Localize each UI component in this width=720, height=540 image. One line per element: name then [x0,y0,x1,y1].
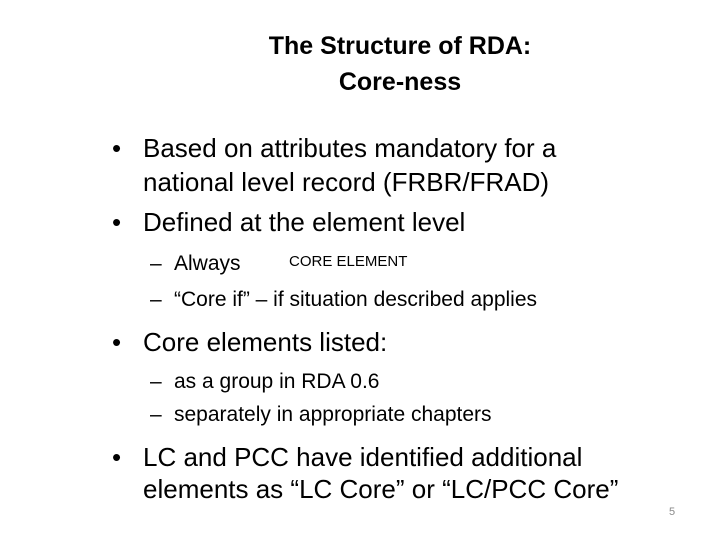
bullet-text: elements as “LC Core” or “LC/PCC Core” [143,474,619,504]
bullet-marker: • [112,442,122,472]
bullet-text: Defined at the element level [143,207,466,237]
bullet-text: Based on attributes mandatory for a [143,133,557,163]
sub-bullet-marker: – [150,288,162,311]
core-element-label: CORE ELEMENT [289,253,408,270]
sub-bullet-text: Always [174,252,241,275]
bullet-marker: • [112,207,122,237]
sub-bullet-text: “Core if” – if situation described applies [174,288,538,311]
title-line-2: Core-ness [338,68,462,96]
sub-bullet-text: separately in appropriate chapters [174,403,492,426]
sub-bullet-always [150,250,241,278]
bullet-marker: • [112,327,122,357]
bullet-text: national level record (FRBR/FRAD) [143,167,550,197]
sub-bullet-core-if [150,286,537,314]
sub-bullet-marker: – [150,370,162,393]
sub-bullet-text: as a group in RDA 0.6 [174,370,380,393]
bullet-text: LC and PCC have identified additional [143,442,583,472]
sub-bullet-group [150,368,379,396]
bullet-text: Core elements listed: [143,327,388,357]
sub-bullet-marker: – [150,403,162,426]
slide-title [150,28,650,100]
bullet-marker: • [112,133,122,163]
title-line-1: The Structure of RDA: [268,32,532,60]
page-number: 5 [668,506,676,518]
sub-bullet-marker: – [150,252,162,275]
sub-bullet-separately [150,401,492,429]
